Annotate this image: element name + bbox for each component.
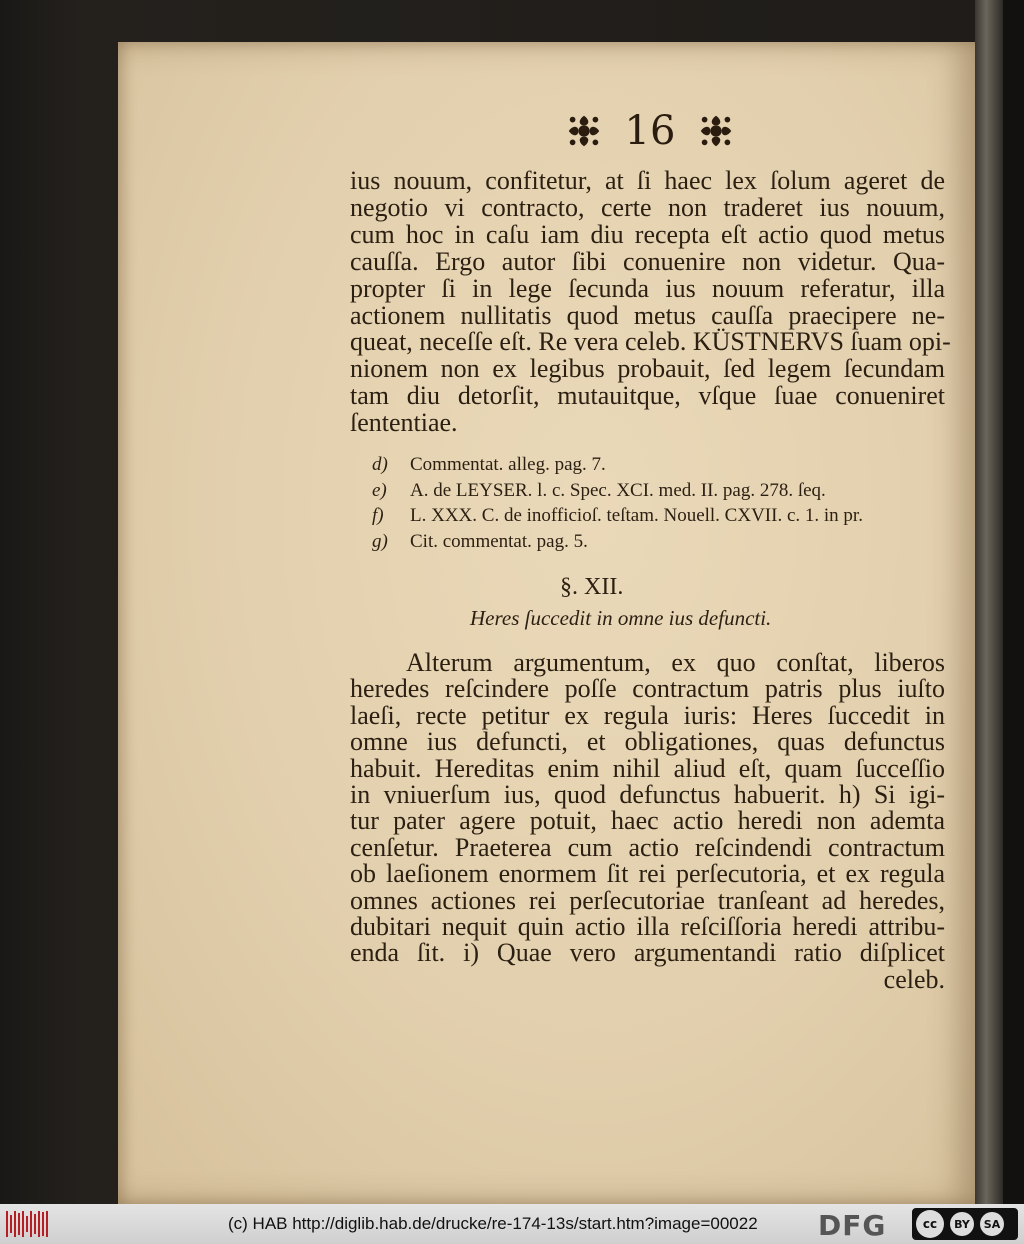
text-line: ius nouum, confitetur, at ſi haec lex ſolum ageret de xyxy=(350,166,945,195)
page-number: 16 xyxy=(624,108,676,154)
text-line: cum hoc in caſu iam diu recepta eſt actio quod metus xyxy=(350,219,945,249)
text-line: cenſetur. Praeterea cum actio reſcindendi contractum xyxy=(350,832,945,862)
footnote-mark: d) xyxy=(372,454,388,475)
by-icon: BY xyxy=(950,1212,974,1236)
sa-icon: SA xyxy=(980,1212,1004,1236)
cc-icon: cc xyxy=(916,1210,944,1238)
footnote-mark: f) xyxy=(372,505,384,526)
paragraph-continued xyxy=(350,166,951,438)
text-line: cauſſa. Ergo autor ſibi conuenire non videtur. Qua- xyxy=(350,246,945,276)
copyright-link[interactable]: (c) HAB http://diglib.hab.de/drucke/re-174-13s/start.htm?image=00022 xyxy=(228,1214,758,1233)
text-line: ob laeſionem enormem ſit rei perſecutoria, et ex regula xyxy=(350,859,945,889)
cc-license-badge[interactable] xyxy=(912,1208,1018,1240)
text-line: negotio vi contracto, certe non traderet ius nouum, xyxy=(350,192,945,222)
dfg-logo[interactable]: DFG xyxy=(818,1209,887,1242)
footnote xyxy=(372,478,947,504)
text-line: actionem nullitatis quod metus cauſſa praecipere ne- xyxy=(350,300,945,330)
text-line: tam diu detorſit, mutauitque, vſque ſuae conueniret xyxy=(350,381,945,411)
footnote xyxy=(372,452,947,478)
text-line: omne ius defuncti, et obligationes, quas defunctus xyxy=(350,727,945,757)
footnote-text: Cit. commentat. pag. 5. xyxy=(410,530,588,552)
text-line: enda ſit. i) Quae vero argumentandi ratio diſplicet xyxy=(350,938,945,968)
viewer-footer xyxy=(0,1204,1024,1244)
page-header xyxy=(550,106,750,156)
ornament-right-icon xyxy=(697,112,735,150)
text-line: queat, neceſſe eſt. Re vera celeb. KÜSTNERVS ſuam opi- xyxy=(350,327,951,357)
footnote-text: L. XXX. C. de inofficioſ. teſtam. Nouell. CXVII. c. 1. in pr. xyxy=(410,505,863,526)
footnote-mark: e) xyxy=(372,479,387,501)
ornament-left-icon xyxy=(565,112,603,150)
catchword: celeb. xyxy=(883,964,945,994)
text-line: Alterum argumentum, ex quo conſtat, liberos xyxy=(406,648,945,677)
scan-border xyxy=(1003,0,1024,1204)
section-paragraph xyxy=(350,650,945,993)
page-edge xyxy=(975,0,1003,1204)
text-line: dubitari nequit quin actio illa reſciſſoria heredi attribu- xyxy=(350,912,945,942)
footnote-text: A. de LEYSER. l. c. Spec. XCI. med. II. pag. 278. ſeq. xyxy=(410,479,826,501)
footnote xyxy=(372,529,947,555)
text-line: in vniuerſum ius, quod defunctus habuerit. h) Si igi- xyxy=(350,780,945,810)
hab-logo-icon[interactable] xyxy=(6,1209,50,1239)
footnote-mark: g) xyxy=(372,530,388,552)
footnotes xyxy=(372,452,947,554)
text-line: laeſi, recte petitur ex regula iuris: Heres ſuccedit in xyxy=(350,700,945,730)
section-title: Heres ſuccedit in omne ius defuncti. xyxy=(470,606,772,630)
text-line: habuit. Hereditas enim nihil aliud eſt, quam ſucceſſio xyxy=(350,753,945,783)
text-line: nionem non ex legibus probauit, ſed legem ſecundam xyxy=(350,354,945,384)
text-line: heredes reſcindere poſſe contractum patris plus iuſto xyxy=(350,674,945,704)
text-line: ſententiae. xyxy=(350,408,458,438)
footnote-text: Commentat. alleg. pag. 7. xyxy=(410,454,606,475)
footnote xyxy=(372,503,947,529)
text-line: tur pater agere potuit, haec actio heredi non ademta xyxy=(350,806,945,836)
section-number: §. XII. xyxy=(560,574,624,600)
text-line: omnes actiones rei perſecutoriae tranſeant ad heredes, xyxy=(350,885,945,915)
text-line: propter ſi in lege ſecunda ius nouum referatur, illa xyxy=(350,273,945,303)
